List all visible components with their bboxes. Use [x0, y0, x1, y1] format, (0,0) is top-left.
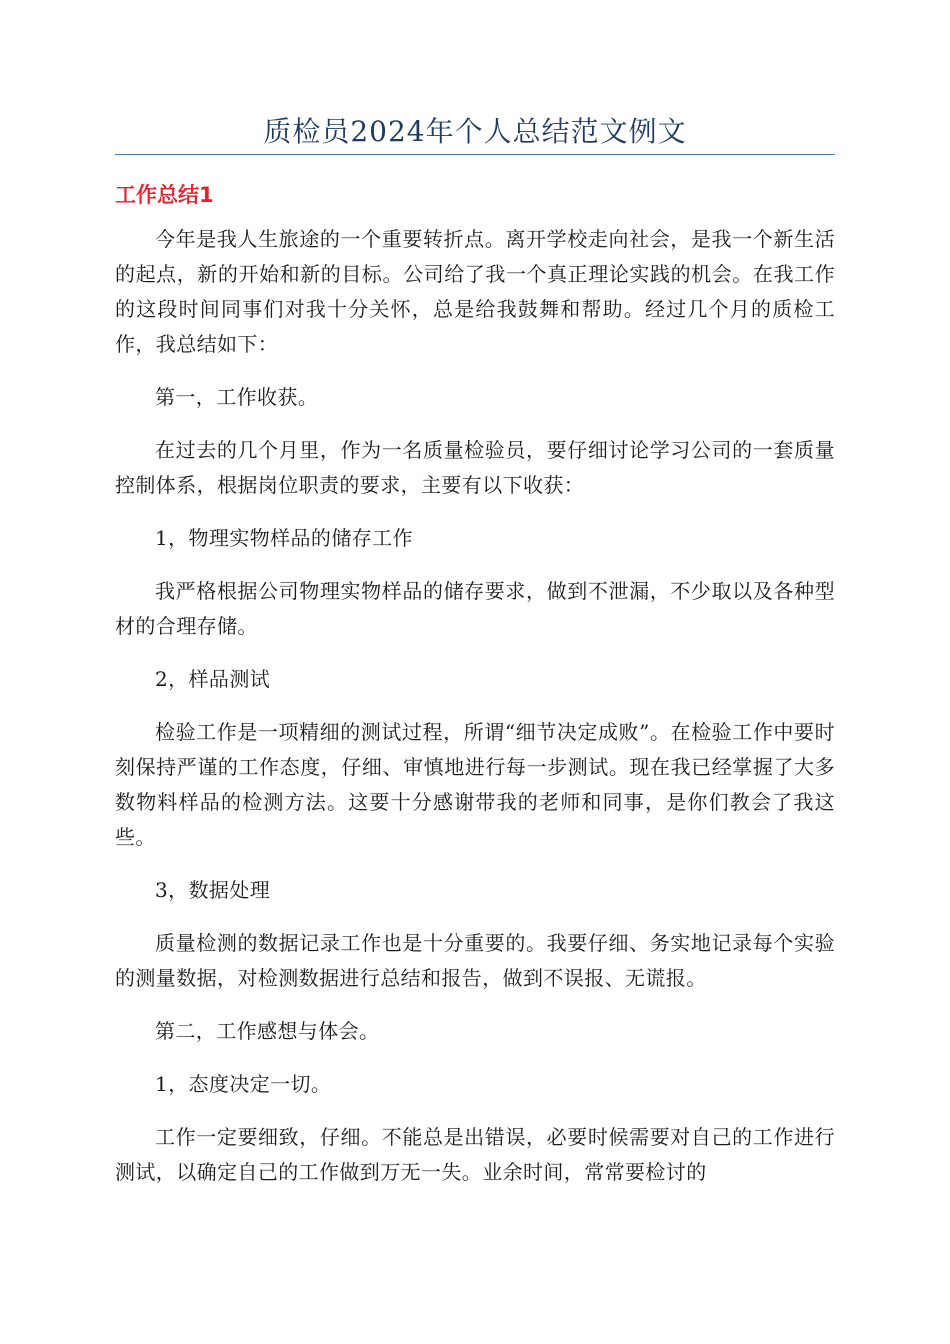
paragraph-item-1-heading: 1，物理实物样品的储存工作 — [155, 526, 413, 550]
paragraph-intro: 今年是我人生旅途的一个重要转折点。离开学校走向社会，是我一个新生活的起点，新的开始和新的目标。公司给了我一个真正理论实践的机会。在我工作的这段时间同事们对我十分关怀，总是给我鼓舞和帮助。经过几个月的质检工作，我总结如下： — [115, 227, 835, 356]
paragraph-part-one-intro: 在过去的几个月里，作为一名质量检验员，要仔细讨论学习公司的一套质量控制体系，根据岗位职责的要求，主要有以下收获： — [115, 438, 835, 497]
document-body — [115, 222, 835, 1208]
title-underline — [115, 154, 835, 155]
paragraph-part-one-heading: 第一，工作收获。 — [155, 385, 319, 409]
paragraph-part-two-item-1-heading: 1，态度决定一切。 — [155, 1072, 332, 1096]
section-heading: 工作总结1 — [115, 183, 214, 207]
paragraph-item-1-body: 我严格根据公司物理实物样品的储存要求，做到不泄漏，不少取以及各种型材的合理存储。 — [115, 579, 835, 638]
paragraph-item-3-body: 质量检测的数据记录工作也是十分重要的。我要仔细、务实地记录每个实验的测量数据，对检测数据进行总结和报告，做到不误报、无谎报。 — [115, 931, 835, 990]
paragraph-item-2-body: 检验工作是一项精细的测试过程，所谓“细节决定成败”。在检验工作中要时刻保持严谨的工作态度，仔细、审慎地进行每一步测试。现在我已经掌握了大多数物料样品的检测方法。这要十分感谢带我的老师和同事，是你们教会了我这些。 — [115, 720, 835, 849]
document-title: 质检员2024年个人总结范文例文 — [263, 115, 687, 148]
paragraph-item-3-heading: 3，数据处理 — [155, 878, 271, 902]
paragraph-part-two-heading: 第二，工作感想与体会。 — [155, 1019, 380, 1043]
paragraph-item-2-heading: 2，样品测试 — [155, 667, 271, 691]
paragraph-part-two-item-1-body: 工作一定要细致，仔细。不能总是出错误，必要时候需要对自己的工作进行测试，以确定自己的工作做到万无一失。业余时间，常常要检讨的 — [115, 1125, 835, 1184]
